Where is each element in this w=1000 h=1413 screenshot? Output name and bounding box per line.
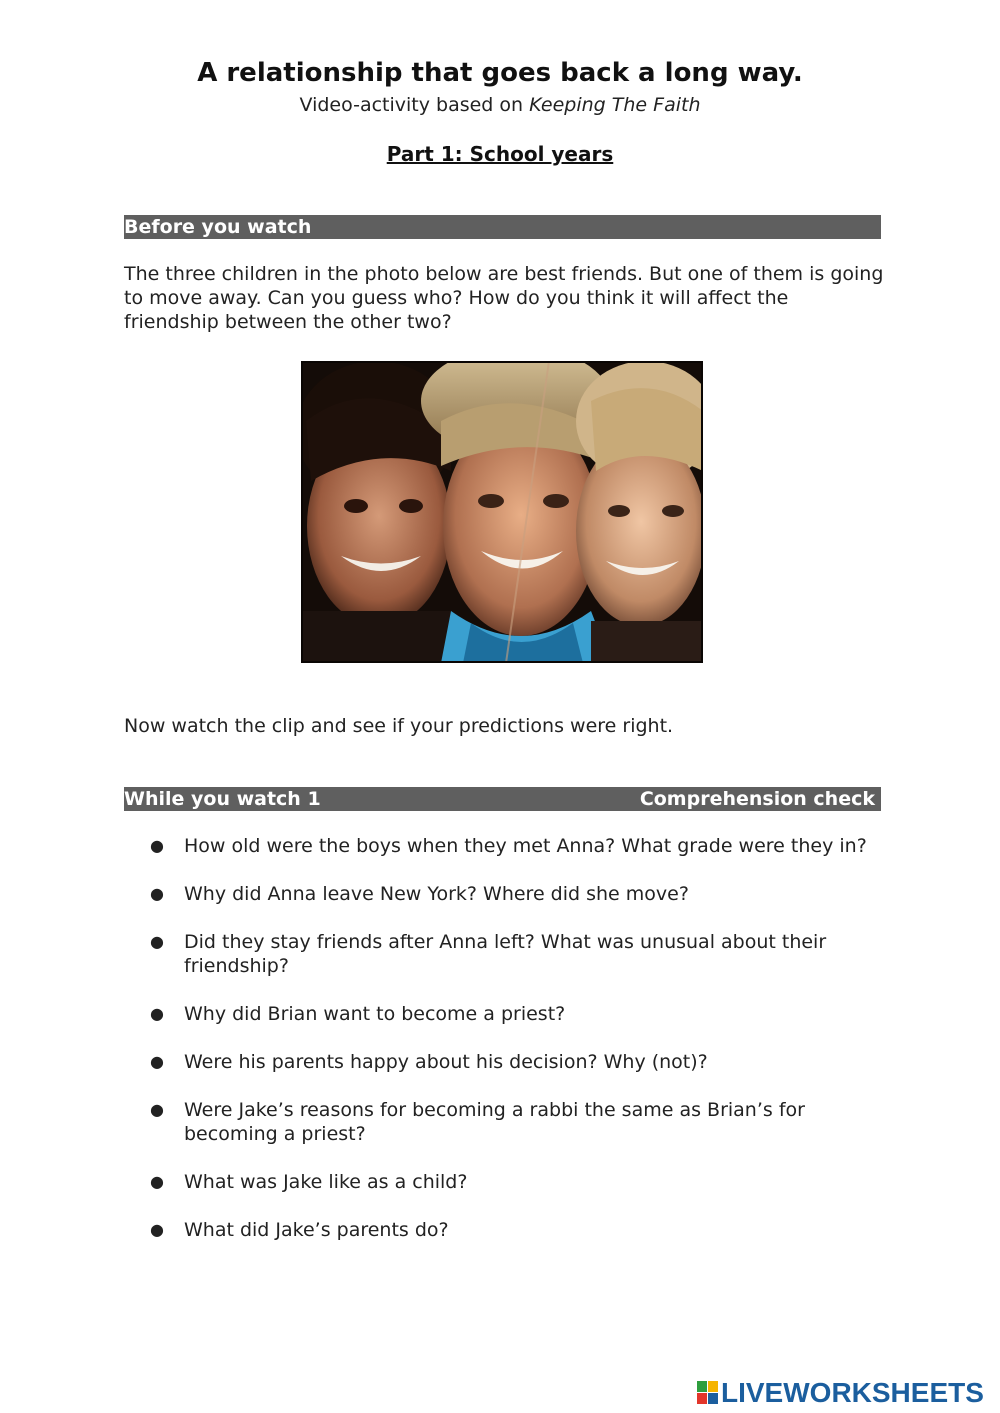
list-item bbox=[150, 1002, 885, 1026]
bullet-icon: ● bbox=[150, 1220, 164, 1239]
children-photo bbox=[301, 361, 703, 663]
section-heading-comprehension: Comprehension check bbox=[639, 788, 875, 810]
section-bar-before-watch bbox=[124, 215, 881, 239]
subtitle bbox=[0, 94, 1000, 116]
section-heading-while-watch: While you watch 1 bbox=[124, 788, 321, 810]
part-title: Part 1: School years bbox=[386, 142, 614, 166]
list-item bbox=[150, 1218, 885, 1242]
list-item bbox=[150, 882, 885, 906]
subtitle-prefix: Video-activity based on bbox=[299, 94, 530, 116]
instruction-after-photo: Now watch the clip and see if your predictions were right. bbox=[124, 715, 674, 737]
bullet-icon: ● bbox=[150, 1052, 164, 1071]
question-text: What did Jake’s parents do? bbox=[184, 1219, 449, 1241]
section-bar-while-watch bbox=[124, 787, 881, 811]
question-text: How old were the boys when they met Anna? What grade were they in? bbox=[184, 835, 867, 857]
question-list bbox=[150, 834, 885, 1266]
intro-paragraph: The three children in the photo below are best friends. But one of them is going to move away. Can you guess who? How do you think it will affect the friendship between the other two? bbox=[124, 263, 884, 333]
bullet-icon: ● bbox=[150, 1004, 164, 1023]
question-text: Did they stay friends after Anna left? What was unusual about their friendship? bbox=[184, 931, 827, 977]
question-text: Were his parents happy about his decision? Why (not)? bbox=[184, 1051, 708, 1073]
question-text: Why did Brian want to become a priest? bbox=[184, 1003, 566, 1025]
list-item bbox=[150, 1170, 885, 1194]
section-heading-before-watch: Before you watch bbox=[124, 216, 312, 238]
question-text: Were Jake’s reasons for becoming a rabbi the same as Brian’s for becoming a priest? bbox=[184, 1099, 805, 1145]
liveworksheets-logo-icon bbox=[697, 1379, 719, 1407]
film-title: Keeping The Faith bbox=[529, 94, 701, 116]
bullet-icon: ● bbox=[150, 932, 164, 951]
list-item bbox=[150, 1098, 885, 1146]
bullet-icon: ● bbox=[150, 884, 164, 903]
liveworksheets-logo[interactable] bbox=[697, 1377, 984, 1409]
children-photo-illustration bbox=[301, 361, 703, 663]
list-item bbox=[150, 1050, 885, 1074]
bullet-icon: ● bbox=[150, 1172, 164, 1191]
logo-text: LIVEWORKSHEETS bbox=[721, 1377, 984, 1408]
bullet-icon: ● bbox=[150, 1100, 164, 1119]
question-text: What was Jake like as a child? bbox=[184, 1171, 468, 1193]
question-text: Why did Anna leave New York? Where did she move? bbox=[184, 883, 689, 905]
list-item bbox=[150, 930, 885, 978]
page-title: A relationship that goes back a long way. bbox=[197, 58, 803, 88]
list-item bbox=[150, 834, 885, 858]
bullet-icon: ● bbox=[150, 836, 164, 855]
